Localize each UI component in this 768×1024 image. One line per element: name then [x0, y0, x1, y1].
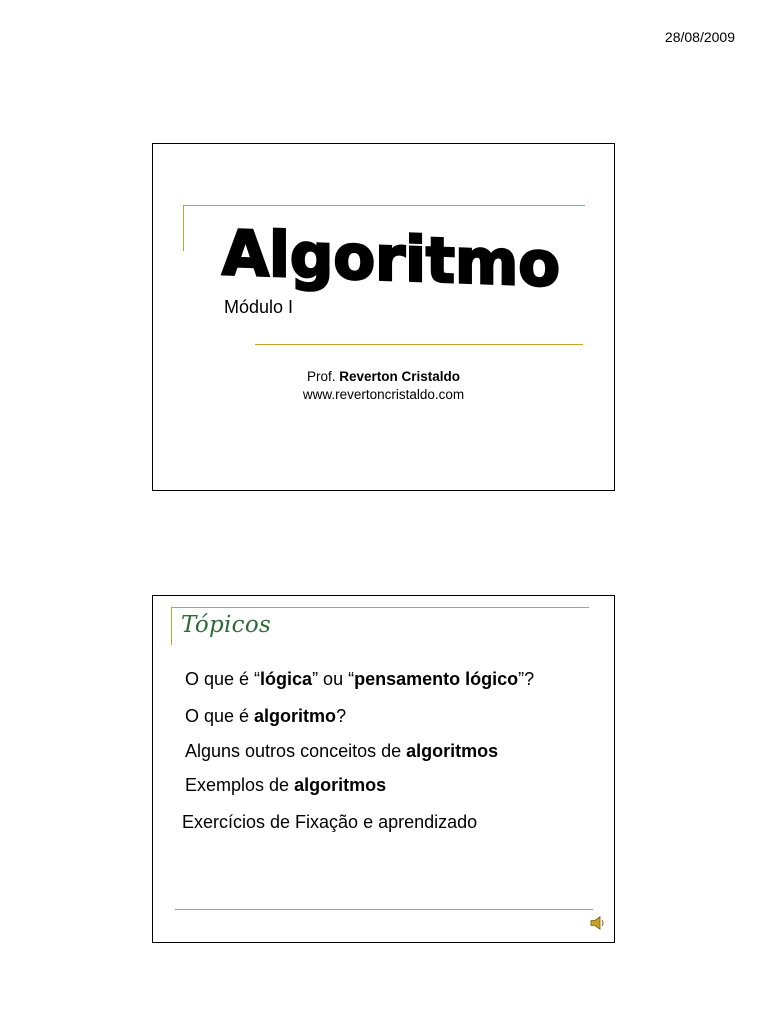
topic-text: Exercícios de Fixação e aprendizado	[182, 812, 478, 832]
topic-text: Exemplos de	[185, 775, 295, 795]
topic-item-2	[185, 706, 346, 727]
wordart-title	[219, 222, 564, 292]
website-link: www.revertoncristaldo.com	[302, 387, 465, 402]
topic-item-3	[185, 741, 498, 762]
slide-topics	[152, 595, 615, 943]
author-block	[153, 368, 614, 404]
prof-name: Reverton Cristaldo	[339, 369, 461, 384]
page-date: 28/08/2009	[664, 29, 735, 45]
speaker-icon[interactable]	[590, 916, 606, 930]
topic-bold: algoritmos	[294, 775, 387, 795]
wordart-title-text: Algoritmo	[222, 222, 564, 292]
module-label: Módulo I	[224, 297, 294, 317]
gold-rule-top	[171, 607, 589, 608]
topic-item-5	[182, 812, 477, 833]
topic-text: O que é	[185, 706, 255, 726]
topic-bold: lógica	[260, 669, 313, 689]
topic-item-1	[185, 669, 534, 690]
topic-text: Alguns outros conceitos de	[185, 741, 407, 761]
slide-title	[152, 143, 615, 491]
gold-rule-top	[183, 205, 585, 206]
author-line	[153, 368, 614, 386]
topics-title: Tópicos	[181, 612, 272, 638]
prof-prefix: Prof.	[306, 369, 336, 384]
topic-text: O que é “	[185, 669, 261, 689]
topic-bold: algoritmo	[254, 706, 337, 726]
topic-bold: algoritmos	[406, 741, 499, 761]
topic-text: ?	[336, 706, 347, 726]
gold-rule-left	[183, 205, 184, 251]
gold-rule-bottom	[255, 344, 583, 345]
topic-text: ” ou “	[312, 669, 355, 689]
topic-item-4	[185, 775, 386, 796]
topic-bold: pensamento lógico	[354, 669, 519, 689]
topic-text: ”?	[518, 669, 535, 689]
gold-rule-bottom	[175, 909, 593, 910]
gold-rule-left	[171, 607, 172, 645]
